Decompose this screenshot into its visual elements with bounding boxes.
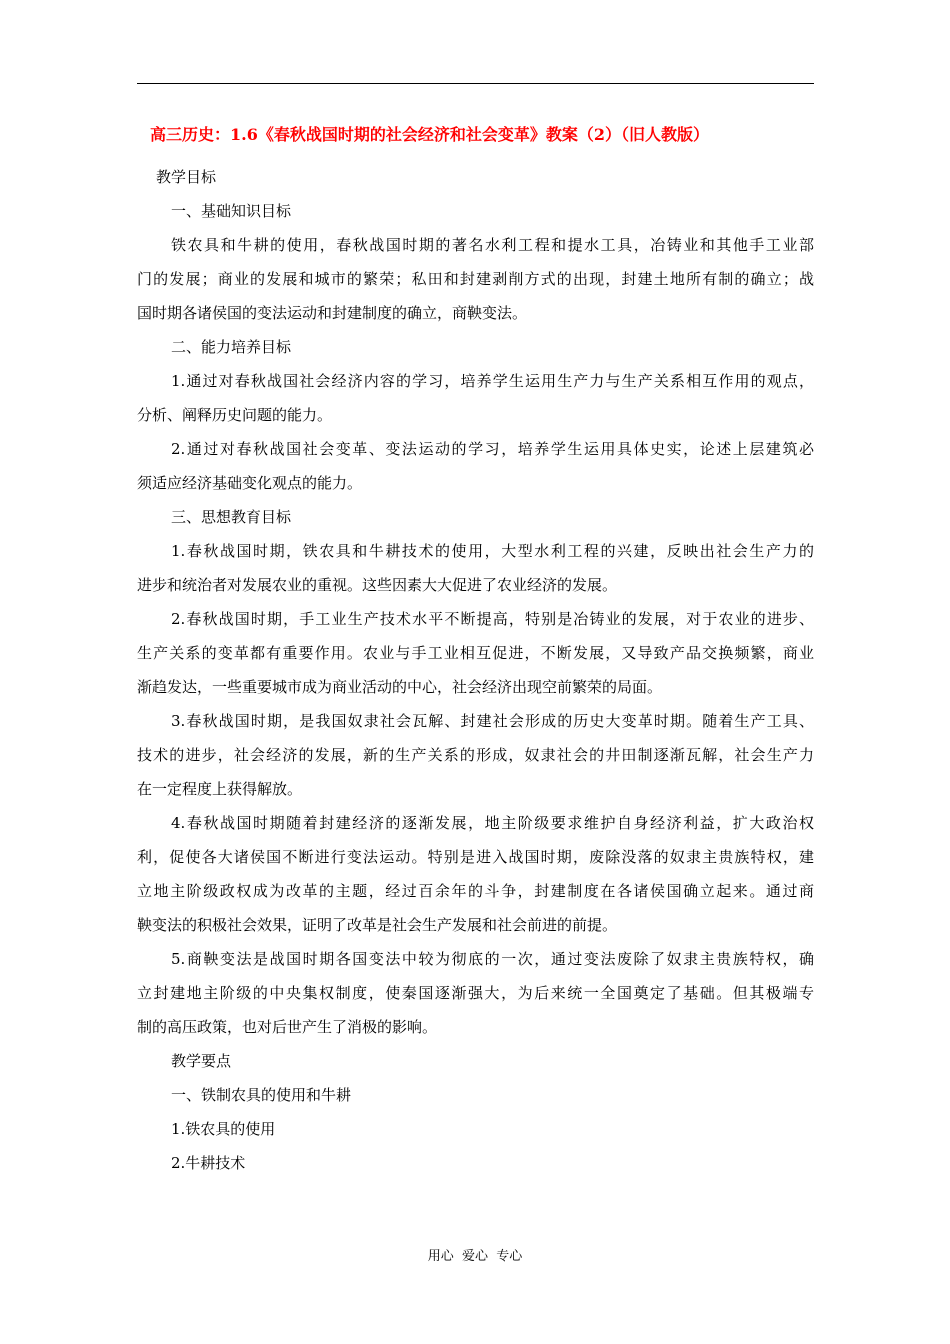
paragraph-line: 分析、阐释历史问题的能力。 xyxy=(137,406,333,424)
paragraph-line: 2.春秋战国时期，手工业生产技术水平不断提高，特别是冶铸业的发展，对于农业的进步、 xyxy=(171,610,814,628)
paragraph-line: 制的高压政策，也对后世产生了消极的影响。 xyxy=(137,1018,438,1036)
paragraph-line: 渐趋发达，一些重要城市成为商业活动的中心，社会经济出现空前繁荣的局面。 xyxy=(137,678,663,696)
document-body xyxy=(137,160,814,1180)
paragraph-line: 1.通过对春秋战国社会经济内容的学习，培养学生运用生产力与生产关系相互作用的观点， xyxy=(171,372,814,390)
paragraph-line: 1.春秋战国时期，铁农具和牛耕技术的使用，大型水利工程的兴建，反映出社会生产力的 xyxy=(171,542,814,560)
paragraph-line: 2.通过对春秋战国社会变革、变法运动的学习，培养学生运用具体史实，论述上层建筑必 xyxy=(171,440,814,458)
paragraph-line: 立封建地主阶级的中央集权制度，使秦国逐渐强大，为后来统一全国奠定了基础。但其极端专 xyxy=(137,984,814,1002)
paragraph-line: 在一定程度上获得解放。 xyxy=(137,780,303,798)
paragraph-line: 4.春秋战国时期随着封建经济的逐渐发展，地主阶级要求维护自身经济利益，扩大政治权 xyxy=(171,814,814,832)
paragraph-line: 利，促使各大诸侯国不断进行变法运动。特别是进入战国时期，废除没落的奴隶主贵族特权，建 xyxy=(137,848,814,866)
section-heading: 教学要点 xyxy=(171,1052,232,1070)
paragraph-line: 门的发展；商业的发展和城市的繁荣；私田和封建剥削方式的出现，封建土地所有制的确立；战 xyxy=(137,270,814,288)
paragraph-line: 立地主阶级政权成为改革的主题，经过百余年的斗争，封建制度在各诸侯国确立起来。通过商 xyxy=(137,882,814,900)
paragraph-line: 鞅变法的积极社会效果，证明了改革是社会生产发展和社会前进的前提。 xyxy=(137,916,618,934)
subsection-heading: 三、思想教育目标 xyxy=(171,508,292,526)
subsection-heading: 一、基础知识目标 xyxy=(171,202,292,220)
list-item: 1.铁农具的使用 xyxy=(171,1120,276,1138)
paragraph-line: 进步和统治者对发展农业的重视。这些因素大大促进了农业经济的发展。 xyxy=(137,576,618,594)
paragraph-line: 5.商鞅变法是战国时期各国变法中较为彻底的一次，通过变法废除了奴隶主贵族特权，确 xyxy=(171,950,814,968)
paragraph-line: 国时期各诸侯国的变法运动和封建制度的确立，商鞅变法。 xyxy=(137,304,528,322)
page-footer: 用心 爱心 专心 xyxy=(427,1249,523,1264)
header-rule xyxy=(137,83,814,84)
paragraph-line: 须适应经济基础变化观点的能力。 xyxy=(137,474,363,492)
document-title: 高三历史：1.6《春秋战国时期的社会经济和社会变革》教案（2）（旧人教版） xyxy=(150,125,709,144)
subsection-heading: 一、铁制农具的使用和牛耕 xyxy=(171,1086,352,1104)
paragraph-line: 3.春秋战国时期，是我国奴隶社会瓦解、封建社会形成的历史大变革时期。随着生产工具、 xyxy=(171,712,814,730)
paragraph-line: 铁农具和牛耕的使用，春秋战国时期的著名水利工程和提水工具，冶铸业和其他手工业部 xyxy=(171,236,814,254)
list-item: 2.牛耕技术 xyxy=(171,1154,246,1172)
paragraph-line: 技术的进步，社会经济的发展，新的生产关系的形成，奴隶社会的井田制逐渐瓦解，社会生产力 xyxy=(137,746,814,764)
section-heading: 教学目标 xyxy=(156,168,217,186)
paragraph-line: 生产关系的变革都有重要作用。农业与手工业相互促进，不断发展，又导致产品交换频繁，商业 xyxy=(137,644,814,662)
subsection-heading: 二、能力培养目标 xyxy=(171,338,292,356)
